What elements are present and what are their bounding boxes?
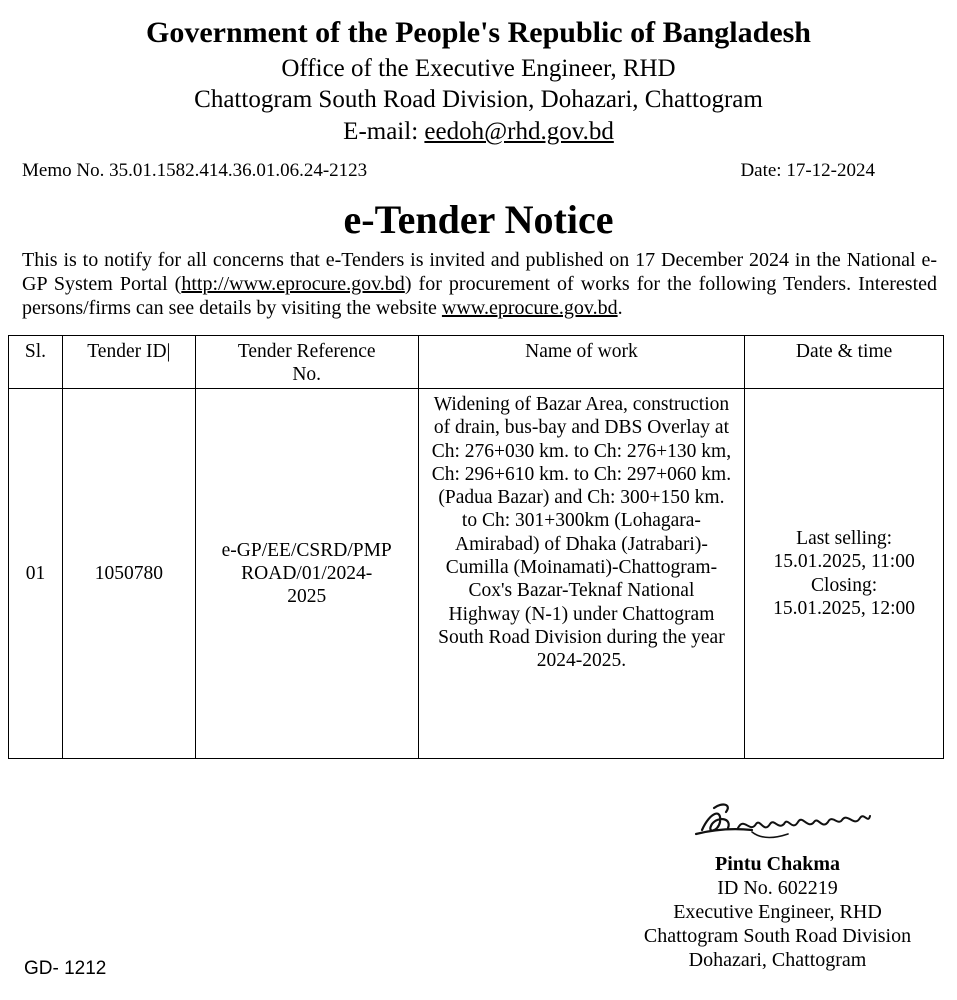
header-tender-ref bbox=[195, 336, 418, 389]
tender-ref-line-1: e-GP/EE/CSRD/PMP bbox=[221, 539, 392, 561]
tender-ref-line-3: 2025 bbox=[287, 586, 327, 608]
tender-ref-line-2: ROAD/01/2024- bbox=[241, 562, 373, 584]
tender-table bbox=[8, 335, 944, 759]
notice-title: e-Tender Notice bbox=[343, 197, 614, 242]
signatory-designation: Executive Engineer, RHD bbox=[673, 901, 882, 923]
footer-code: GD- 1212 bbox=[24, 958, 107, 979]
closing-label: Closing: bbox=[811, 574, 878, 596]
intro-text-1: This is to notify for all concerns that e-Tenders is invited and published on 17 December 2024 in the National e-GP System Portal ( bbox=[22, 249, 937, 295]
email-link[interactable]: eedoh@rhd.gov.bd bbox=[424, 118, 614, 145]
closing-value: 15.01.2025, 12:00 bbox=[773, 597, 916, 619]
last-selling-value: 15.01.2025, 11:00 bbox=[773, 551, 915, 573]
government-title: Government of the People's Republic of Bangladesh bbox=[146, 16, 811, 49]
header-tender-id: Tender ID| bbox=[62, 336, 195, 389]
cell-name-of-work: Widening of Bazar Area, construction of drain, bus-bay and DBS Overlay at Ch: 276+030 km. to Ch: 276+130 km, Ch: 296+610 km. to Ch: 297+060 km. (Padua Bazar) and Ch: 300+150 km. to Ch: 301+300km (Lohagara-Amirabad) of Dhaka (Jatrabari)-Cumilla (Moinamati)-Chattogram-Cox's Bazar-Teknaf National Highway (N-1) under Chattogram South Road Division during the year 2024-2025. bbox=[418, 389, 745, 759]
cell-tender-ref bbox=[195, 389, 418, 759]
table-row bbox=[9, 389, 944, 759]
notice-date: Date: 17-12-2024 bbox=[740, 160, 875, 181]
header-tender-ref-text: Tender Reference No. bbox=[237, 341, 376, 386]
signatory-id: ID No. 602219 bbox=[717, 877, 838, 899]
header-name-of-work: Name of work bbox=[418, 336, 745, 389]
website-link[interactable]: www.eprocure.gov.bd bbox=[441, 297, 618, 319]
office-name: Office of the Executive Engineer, RHD bbox=[281, 55, 676, 82]
portal-link[interactable]: http://www.eprocure.gov.bd bbox=[181, 273, 405, 295]
signature-block bbox=[600, 852, 955, 972]
memo-number: Memo No. 35.01.1582.414.36.01.06.24-2123 bbox=[22, 160, 368, 181]
email-label: E-mail: bbox=[343, 118, 425, 145]
table-header-row bbox=[9, 336, 944, 389]
intro-text-2: ) for procurement of works for the following Tenders. Interested persons/firms can see details by visiting the website bbox=[22, 273, 937, 319]
signatory-division: Chattogram South Road Division bbox=[643, 925, 912, 947]
cell-tender-id: 1050780 bbox=[62, 389, 195, 759]
last-selling-label: Last selling: bbox=[796, 527, 893, 549]
cell-sl: 01 bbox=[9, 389, 63, 759]
intro-paragraph bbox=[22, 248, 937, 320]
division-address: Chattogram South Road Division, Dohazari, Chattogram bbox=[194, 86, 763, 113]
header-sl: Sl. bbox=[9, 336, 63, 389]
email-line bbox=[0, 117, 957, 147]
intro-text-3: . bbox=[617, 297, 623, 319]
signature-image bbox=[692, 800, 874, 846]
signatory-location: Dohazari, Chattogram bbox=[688, 949, 867, 971]
cell-date-time bbox=[745, 389, 944, 759]
header-date-time: Date & time bbox=[745, 336, 944, 389]
signatory-name: Pintu Chakma bbox=[714, 853, 841, 875]
